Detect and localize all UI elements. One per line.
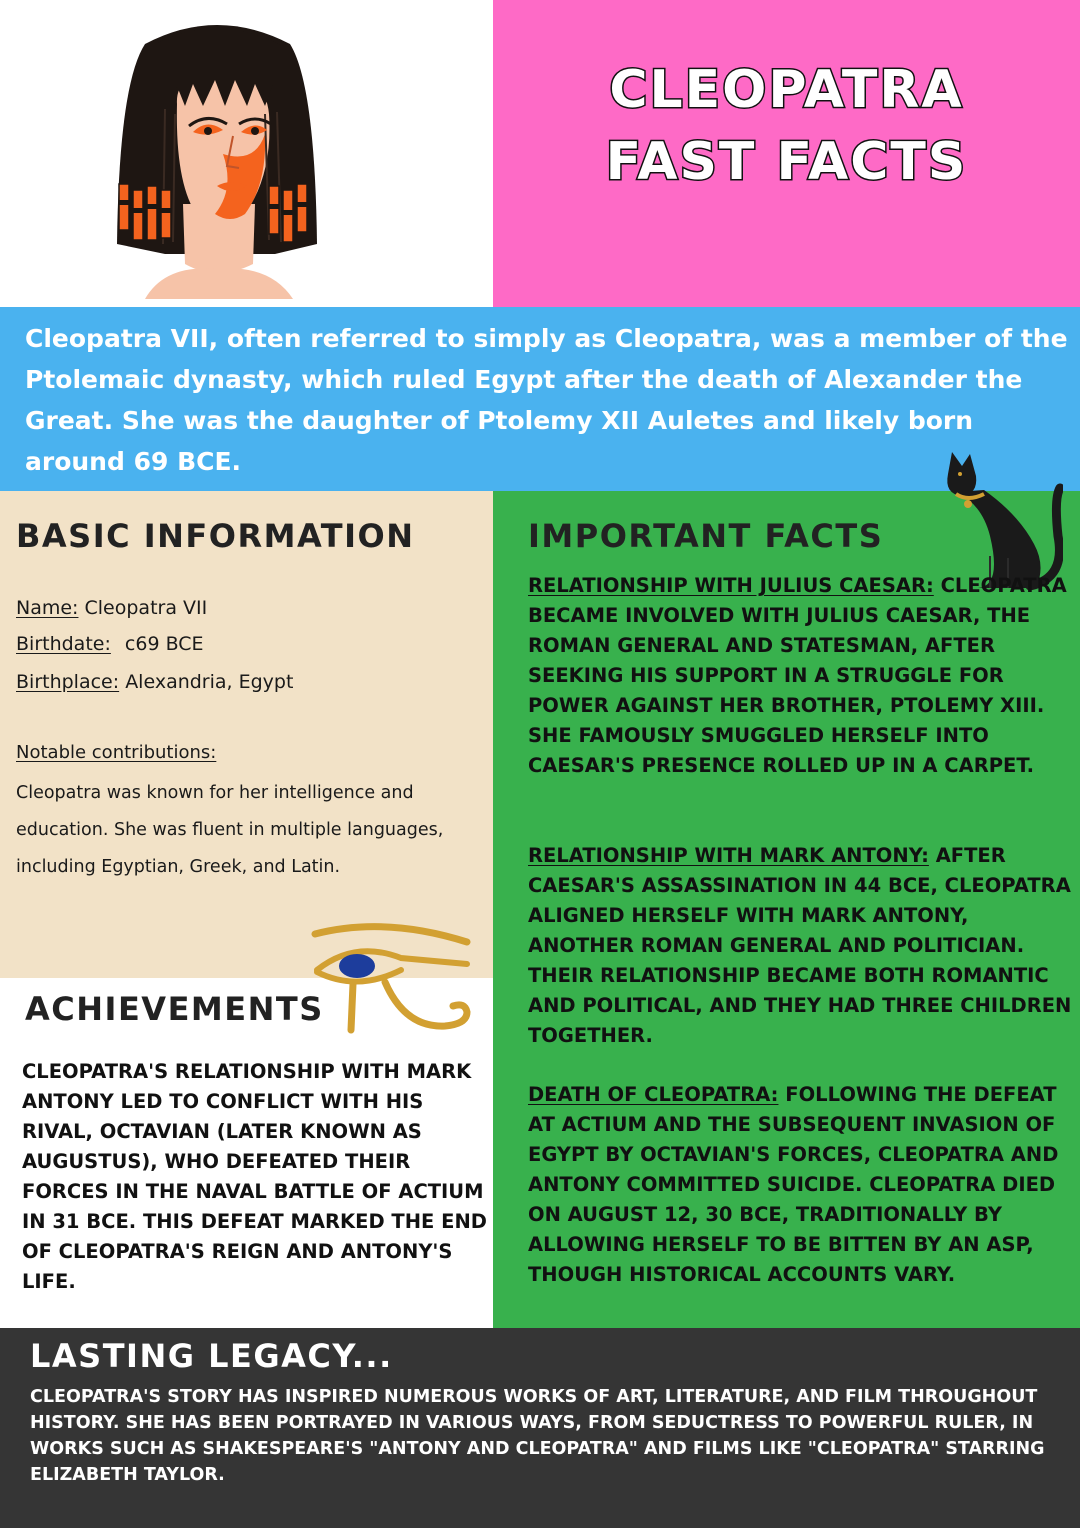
name-label: Name: xyxy=(16,597,79,619)
intro-paragraph: Cleopatra VII, often referred to simply as Cleopatra, was a member of the Ptolemaic dynasty, which ruled Egypt after the death of Alexander the Great. She was the daughter of Ptolemy XII Auletes and likely born around 69 BCE. xyxy=(25,324,1068,476)
name-row xyxy=(16,597,207,619)
fact-label: RELATIONSHIP WITH JULIUS CAESAR: xyxy=(528,574,934,597)
cleopatra-portrait-illustration xyxy=(105,14,330,299)
fact-item xyxy=(528,841,1076,1051)
birthplace-row xyxy=(16,671,293,693)
lasting-legacy-text: CLEOPATRA'S STORY HAS INSPIRED NUMEROUS WORKS OF ART, LITERATURE, AND FILM THROUGHOUT HISTORY. SHE HAS BEEN PORTRAYED IN VARIOUS WAYS, FROM SEDUCTRESS TO POWERFUL RULER, IN WORKS SUCH AS SHAKESPEARE'S "ANTONY AND CLEOPATRA" AND FILMS LIKE "CLEOPATRA" STARRING ELIZABETH TAYLOR. xyxy=(30,1387,1045,1485)
basic-information-heading: BASIC INFORMATION xyxy=(16,517,415,555)
fact-text: AFTER CAESAR'S ASSASSINATION IN 44 BCE, CLEOPATRA ALIGNED HERSELF WITH MARK ANTONY, ANOTHER ROMAN GENERAL AND POLITICIAN. THEIR RELATIONSHIP BECAME BOTH ROMANTIC AND POLITICAL, AND THEY HAD THREE CHILDREN TOGETHER. xyxy=(528,844,1072,1047)
fact-text: CLEOPATRA BECAME INVOLVED WITH JULIUS CAESAR, THE ROMAN GENERAL AND STATESMAN, AFTER SEEKING HIS SUPPORT IN A STRUGGLE FOR POWER AGAINST HER BROTHER, PTOLEMY XIII. SHE FAMOUSLY SMUGGLED HERSELF INTO CAESAR'S PRESENCE ROLLED UP IN A CARPET. xyxy=(528,574,1067,777)
notable-contributions-label: Notable contributions: xyxy=(16,742,217,763)
page-title-line-1: CLEOPATRA xyxy=(609,60,964,120)
fact-item xyxy=(528,1080,1076,1290)
birthdate-row xyxy=(16,633,204,655)
page-title-line-2: FAST FACTS xyxy=(605,132,968,192)
fact-label: DEATH OF CLEOPATRA: xyxy=(528,1083,779,1106)
fact-label: RELATIONSHIP WITH MARK ANTONY: xyxy=(528,844,929,867)
name-value: Cleopatra VII xyxy=(84,597,208,619)
basic-information-panel xyxy=(0,491,493,978)
lasting-legacy-heading: LASTING LEGACY... xyxy=(30,1337,393,1375)
important-facts-heading: IMPORTANT FACTS xyxy=(528,517,884,555)
notable-contributions-text: Cleopatra was known for her intelligence and education. She was fluent in multiple languages, including Egyptian, Greek, and Latin. xyxy=(16,783,444,877)
achievements-heading: ACHIEVEMENTS xyxy=(25,990,324,1028)
eye-of-horus-icon xyxy=(305,920,475,1040)
birthplace-value: Alexandria, Egypt xyxy=(125,671,294,693)
achievements-text: CLEOPATRA'S RELATIONSHIP WITH MARK ANTONY LED TO CONFLICT WITH HIS RIVAL, OCTAVIAN (LATER KNOWN AS AUGUSTUS), WHO DEFEATED THEIR FORCES IN THE NAVAL BATTLE OF ACTIUM IN 31 BCE. THIS DEFEAT MARKED THE END OF CLEOPATRA'S REIGN AND ANTONY'S LIFE. xyxy=(22,1060,487,1293)
fact-item xyxy=(528,571,1076,781)
birthplace-label: Birthplace: xyxy=(16,671,120,693)
birthdate-label: Birthdate: xyxy=(16,633,111,655)
portrait-panel xyxy=(0,0,493,307)
fact-text: FOLLOWING THE DEFEAT AT ACTIUM AND THE SUBSEQUENT INVASION OF EGYPT BY OCTAVIAN'S FORCES, CLEOPATRA AND ANTONY COMMITTED SUICIDE. CLEOPATRA DIED ON AUGUST 12, 30 BCE, TRADITIONALLY BY ALLOWING HERSELF TO BE BITTEN BY AN ASP, THOUGH HISTORICAL ACCOUNTS VARY. xyxy=(528,1083,1059,1286)
egyptian-cat-icon xyxy=(938,446,1063,591)
title-panel xyxy=(493,0,1080,307)
birthdate-value: c69 BCE xyxy=(124,633,204,655)
